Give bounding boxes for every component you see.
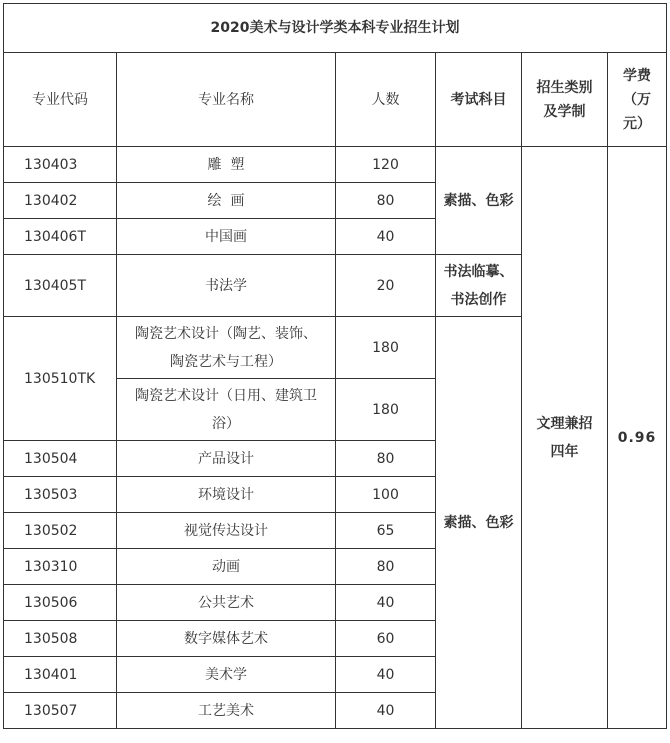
cell-count: 40 — [336, 585, 436, 621]
cell-count: 40 — [336, 693, 436, 729]
cell-count: 180 — [336, 379, 436, 441]
cell-count: 65 — [336, 513, 436, 549]
cell-count: 20 — [336, 255, 436, 317]
cell-code: 130405T — [4, 255, 117, 317]
cell-code: 130508 — [4, 621, 117, 657]
cell-subject-group2 — [436, 255, 522, 317]
cell-code: 130406T — [4, 219, 117, 255]
cell-fee: 0.96 — [608, 147, 667, 729]
cell-code: 130507 — [4, 693, 117, 729]
cell-name: 美术学 — [117, 657, 336, 693]
cell-name-line2: 浴） — [212, 415, 240, 432]
cell-code: 130402 — [4, 183, 117, 219]
cell-code: 130510TK — [4, 317, 117, 441]
header-category-line1: 招生类别 — [536, 79, 593, 96]
header-fee — [608, 53, 667, 147]
cell-code: 130403 — [4, 147, 117, 183]
cell-code: 130502 — [4, 513, 117, 549]
cell-count: 100 — [336, 477, 436, 513]
header-row — [4, 53, 667, 147]
header-code: 专业代码 — [4, 53, 117, 147]
cell-category — [522, 147, 608, 729]
cell-count: 80 — [336, 441, 436, 477]
cell-name — [117, 379, 336, 441]
cell-code: 130401 — [4, 657, 117, 693]
cell-name: 视觉传达设计 — [117, 513, 336, 549]
cell-name: 工艺美术 — [117, 693, 336, 729]
table-row — [4, 147, 667, 183]
cell-count: 120 — [336, 147, 436, 183]
cell-code: 130506 — [4, 585, 117, 621]
header-subject: 考试科目 — [436, 53, 522, 147]
cell-count: 40 — [336, 657, 436, 693]
cell-name: 书法学 — [117, 255, 336, 317]
cell-name-line1: 陶瓷艺术设计（陶艺、装饰、 — [135, 325, 317, 342]
cell-count: 40 — [336, 219, 436, 255]
cell-code: 130504 — [4, 441, 117, 477]
header-count: 人数 — [336, 53, 436, 147]
cell-name: 数字媒体艺术 — [117, 621, 336, 657]
cell-subject-group3: 素描、色彩 — [436, 317, 522, 729]
cell-name: 环境设计 — [117, 477, 336, 513]
category-line1: 文理兼招 — [536, 415, 593, 432]
cell-name-line1: 陶瓷艺术设计（日用、建筑卫 — [135, 387, 317, 404]
category-line2: 四年 — [550, 443, 579, 460]
header-category — [522, 53, 608, 147]
cell-name: 雕 塑 — [117, 147, 336, 183]
cell-name: 产品设计 — [117, 441, 336, 477]
cell-code: 130310 — [4, 549, 117, 585]
header-name: 专业名称 — [117, 53, 336, 147]
cell-name: 公共艺术 — [117, 585, 336, 621]
header-fee-line1: 学费 — [623, 67, 651, 84]
cell-name: 中国画 — [117, 219, 336, 255]
cell-name-line2: 陶瓷艺术与工程） — [170, 353, 282, 370]
cell-code: 130503 — [4, 477, 117, 513]
cell-count: 80 — [336, 549, 436, 585]
cell-count: 180 — [336, 317, 436, 379]
cell-count: 80 — [336, 183, 436, 219]
enrollment-plan — [3, 3, 667, 729]
header-category-line2: 及学制 — [543, 103, 586, 120]
cell-count: 60 — [336, 621, 436, 657]
enrollment-table — [3, 3, 667, 729]
subject-group2-line2: 书法创作 — [450, 291, 507, 308]
table-title: 2020美术与设计学类本科专业招生计划 — [4, 4, 667, 53]
cell-name — [117, 317, 336, 379]
header-fee-line2: （万 — [623, 91, 651, 108]
cell-subject-group1: 素描、色彩 — [436, 147, 522, 255]
subject-group2-line1: 书法临摹、 — [443, 263, 514, 280]
header-fee-line3: 元） — [623, 115, 651, 132]
cell-name: 绘 画 — [117, 183, 336, 219]
cell-name: 动画 — [117, 549, 336, 585]
